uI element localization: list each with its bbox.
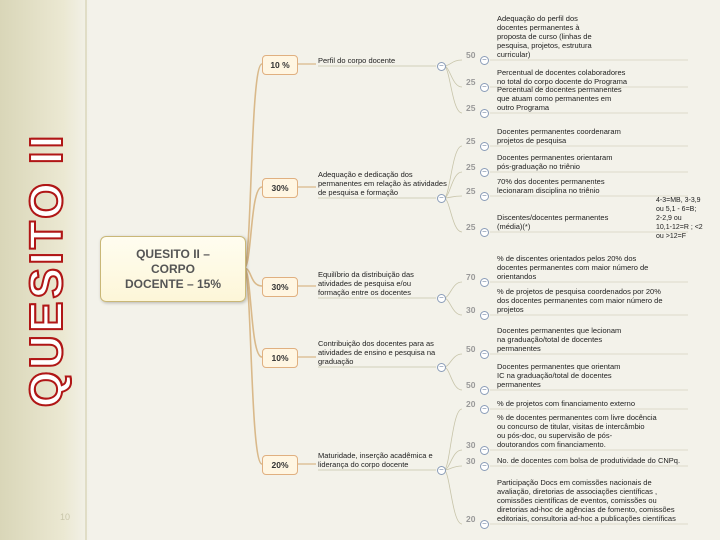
- branch-weight-badge[interactable]: 30%: [262, 277, 298, 297]
- item-toggle-icon[interactable]: –: [480, 405, 489, 414]
- criterion-item[interactable]: % de projetos com financiamento externo: [497, 399, 635, 408]
- item-weight: 25: [466, 222, 476, 232]
- connector: [444, 298, 462, 315]
- item-toggle-icon[interactable]: –: [480, 83, 489, 92]
- criterion-item[interactable]: Percentual de docentes colaboradores no total do corpo docente do Programa: [497, 68, 628, 86]
- item-toggle-icon[interactable]: –: [480, 462, 489, 471]
- item-toggle-icon[interactable]: –: [480, 142, 489, 151]
- item-weight: 50: [466, 50, 476, 60]
- criterion-item[interactable]: Participação Docs em comissões nacionais de avaliação, diretorias de associações científicas , comissões científicas de eventos, comissões ou diretorias ad-hoc de agências de fomento, comissões editoriais, consultoria ad-hoc a publicações científicas: [497, 478, 676, 523]
- item-weight: 20: [466, 399, 476, 409]
- branch-weight-badge[interactable]: 20%: [262, 455, 298, 475]
- sidebar: [0, 0, 90, 540]
- connector: [444, 409, 462, 470]
- branch-weight-badge[interactable]: 30%: [262, 178, 298, 198]
- branch-weight-badge[interactable]: 10%: [262, 348, 298, 368]
- criterion-item[interactable]: Docentes permanentes que orientam IC na graduação/total de docentes permanentes: [497, 362, 621, 389]
- item-weight: 25: [466, 186, 476, 196]
- connector: [444, 354, 462, 367]
- criterion-item[interactable]: Docentes permanentes orientaram pós-graduação no triênio: [497, 153, 613, 171]
- item-toggle-icon[interactable]: –: [480, 228, 489, 237]
- connector: [244, 268, 262, 286]
- criterion-item[interactable]: 70% dos docentes permanentes lecionaram disciplina no triênio: [497, 177, 605, 195]
- item-toggle-icon[interactable]: –: [480, 311, 489, 320]
- connector: [444, 198, 462, 232]
- item-weight: 25: [466, 136, 476, 146]
- branch-weight-badge[interactable]: 10 %: [262, 55, 298, 75]
- connector: [444, 66, 462, 113]
- item-toggle-icon[interactable]: –: [480, 192, 489, 201]
- branch-label[interactable]: Contribuição dos docentes para as atividades de ensino e pesquisa na graduação: [318, 339, 436, 366]
- branch-label[interactable]: Perfil do corpo docente: [318, 56, 396, 65]
- item-weight: 70: [466, 272, 476, 282]
- connector: [444, 282, 462, 298]
- slide-number: 10: [60, 512, 71, 522]
- item-toggle-icon[interactable]: –: [480, 278, 489, 287]
- item-toggle-icon[interactable]: –: [480, 446, 489, 455]
- branch-label[interactable]: Adequação e dedicação dos permanentes em relação às atividades de pesquisa e formação: [318, 170, 447, 197]
- collapse-toggle-icon[interactable]: –: [437, 62, 446, 71]
- connector: [444, 367, 462, 390]
- item-weight: 25: [466, 162, 476, 172]
- root-node[interactable]: QUESITO II – CORPO DOCENTE – 15%: [100, 236, 246, 302]
- connector: [444, 60, 462, 66]
- item-weight: 50: [466, 380, 476, 390]
- branch-label[interactable]: Equilíbrio da distribuição das atividades de pesquisa e/ou formação entre os docentes: [318, 270, 414, 297]
- connector: [244, 268, 262, 464]
- item-weight: 20: [466, 514, 476, 524]
- connector: [244, 268, 262, 357]
- connector: [244, 187, 262, 268]
- item-weight: 30: [466, 305, 476, 315]
- connector: [244, 64, 262, 268]
- criterion-item[interactable]: Discentes/docentes permanentes (média)(*): [497, 213, 609, 231]
- collapse-toggle-icon[interactable]: –: [437, 194, 446, 203]
- criterion-item[interactable]: Percentual de docentes permanentes que atuam como permanentes em outro Programa: [497, 85, 622, 112]
- item-toggle-icon[interactable]: –: [480, 109, 489, 118]
- collapse-toggle-icon[interactable]: –: [437, 294, 446, 303]
- criterion-item[interactable]: Docentes permanentes coordenaram projetos de pesquisa: [497, 127, 621, 145]
- criterion-item[interactable]: % de discentes orientados pelos 20% dos docentes permanentes com maior número de orientandos: [497, 254, 649, 281]
- item-weight: 30: [466, 440, 476, 450]
- collapse-toggle-icon[interactable]: –: [437, 466, 446, 475]
- connector: [444, 450, 462, 470]
- item-weight: 25: [466, 103, 476, 113]
- slide-title: QUESITO II: [20, 132, 72, 408]
- ratio-note: 4-3=MB, 3-3,9 ou 5,1 - 6=B; 2-2,9 ou 10,1-12=R ; <2 ou >12=F: [656, 197, 703, 240]
- collapse-toggle-icon[interactable]: –: [437, 363, 446, 372]
- criterion-item[interactable]: % de projetos de pesquisa coordenados por 20% dos docentes permanentes com maior número de projetos: [497, 287, 663, 314]
- criterion-item[interactable]: Adequação do perfil dos docentes permanentes à proposta de curso (linhas de pesquisa, projetos, estrutura curricular): [497, 14, 592, 59]
- item-toggle-icon[interactable]: –: [480, 56, 489, 65]
- criterion-item[interactable]: Docentes permanentes que lecionam na graduação/total de docentes permanentes: [497, 326, 622, 353]
- connector: [444, 66, 462, 87]
- item-toggle-icon[interactable]: –: [480, 350, 489, 359]
- branch-label[interactable]: Maturidade, inserção acadêmica e liderança do corpo docente: [318, 451, 433, 469]
- item-weight: 25: [466, 77, 476, 87]
- item-weight: 50: [466, 344, 476, 354]
- connector: [444, 466, 462, 470]
- item-toggle-icon[interactable]: –: [480, 386, 489, 395]
- criterion-item[interactable]: No. de docentes com bolsa de produtividade do CNPq.: [497, 456, 681, 465]
- item-toggle-icon[interactable]: –: [480, 168, 489, 177]
- criterion-item[interactable]: % de docentes permanentes com livre docência ou concurso de titular, visitas de intercâmbio ou pós-doc, ou supervisão de pós- doutorandos com financiamento.: [497, 413, 657, 449]
- item-weight: 30: [466, 456, 476, 466]
- item-toggle-icon[interactable]: –: [480, 520, 489, 529]
- connector: [444, 470, 462, 524]
